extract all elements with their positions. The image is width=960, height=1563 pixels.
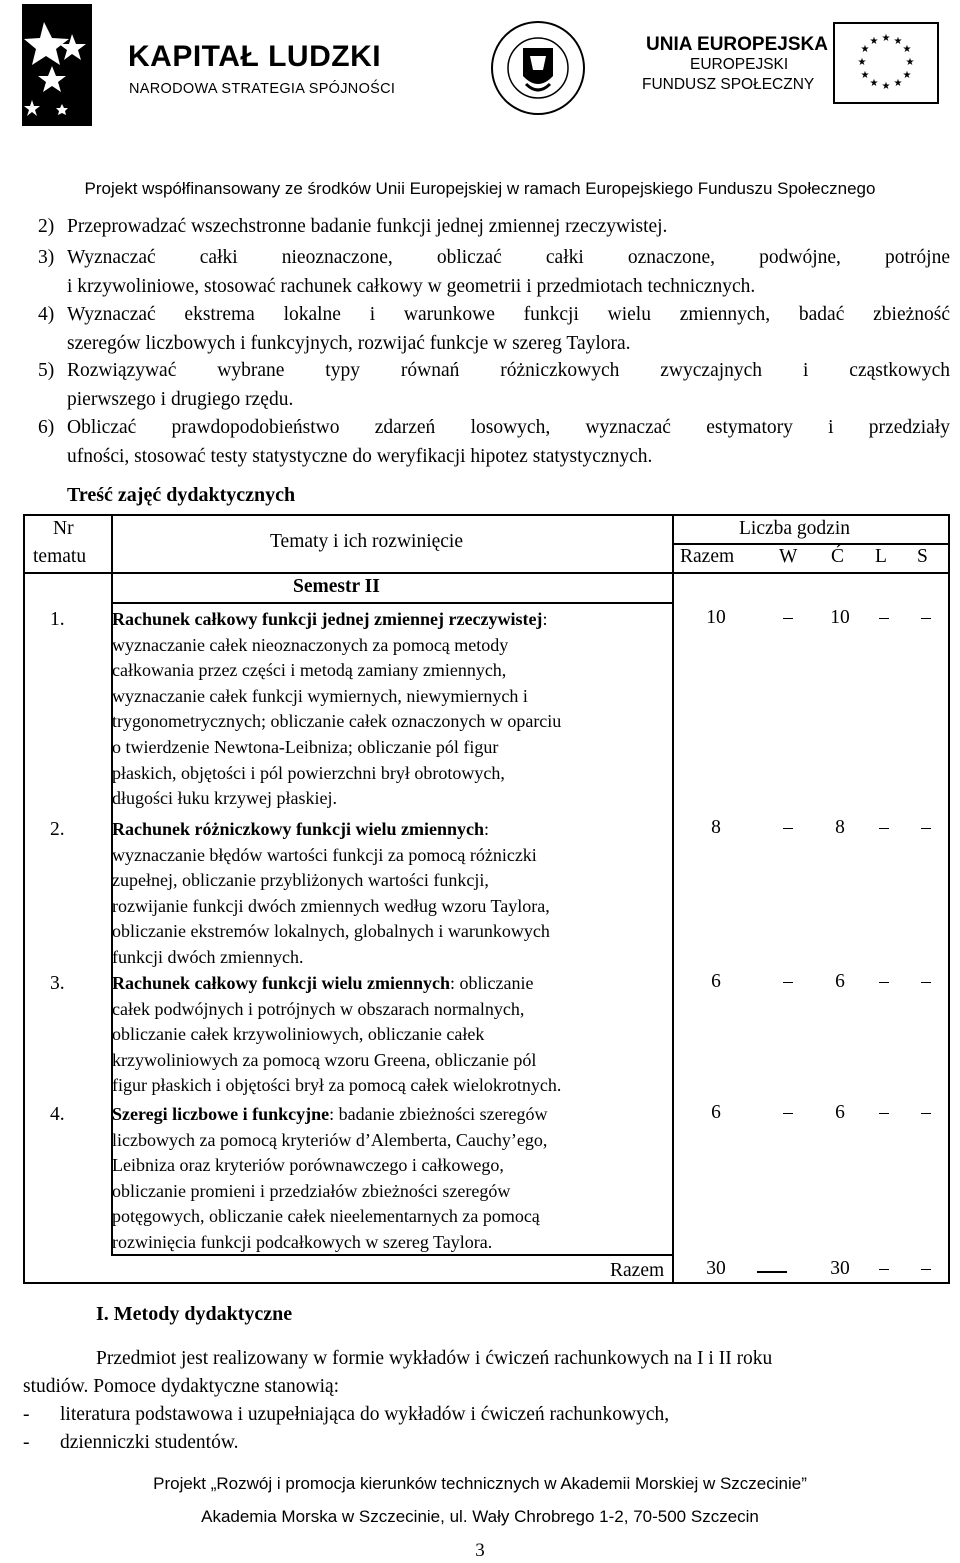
row-w: –	[783, 1102, 793, 1123]
outcome-number: 6)	[38, 417, 55, 438]
outcome-number: 5)	[38, 360, 55, 381]
eu-flag-logo	[833, 22, 939, 104]
topic-line: obliczanie ekstremów lokalnych, globalnych i warunkowych	[112, 921, 550, 942]
funding-note: Projekt współfinansowany ze środków Unii Europejskiej w ramach Europejskiego Funduszu Społecznego	[84, 179, 876, 198]
row-razem: 6	[711, 971, 721, 992]
row-nr: 3.	[50, 973, 65, 994]
outcome-line: Obliczać prawdopodobieństwo zdarzeń losowych, wyznaczać estymatory i przedziały	[67, 417, 950, 438]
row-l: –	[879, 817, 889, 838]
col-nr-label: Nr	[53, 518, 74, 539]
table-row-topic	[112, 607, 672, 812]
row-w: –	[783, 607, 793, 628]
svg-text:★: ★	[893, 78, 903, 89]
content-heading: Treść zajęć dydaktycznych	[67, 484, 296, 506]
row-l: –	[879, 1102, 889, 1123]
col-hours-label: Liczba godzin	[739, 518, 850, 539]
topic-line: krzywoliniowych za pomocą wzoru Greena, obliczanie pól	[112, 1049, 537, 1070]
topic-line: liczbowych za pomocą kryteriów d’Alemberta, Cauchy’ego,	[112, 1129, 548, 1150]
row-s: –	[921, 971, 931, 992]
kapital-ludzki-subtitle: NARODOWA STRATEGIA SPÓJNOŚCI	[129, 81, 396, 97]
akademia-morska-seal	[488, 18, 588, 118]
row-s: –	[921, 817, 931, 838]
row-l: –	[879, 607, 889, 628]
svg-text:★: ★	[902, 44, 912, 55]
svg-text:★: ★	[860, 44, 870, 55]
row-razem: 10	[706, 607, 726, 628]
col-razem-label: Razem	[680, 546, 735, 567]
topic-line: długości łuku krzywej płaskiej.	[112, 788, 337, 809]
outcome-number: 2)	[38, 216, 55, 237]
topic-line: zupełnej, obliczanie przybliżonych wartości funkcji,	[112, 870, 489, 891]
col-nr-label-2: tematu	[33, 546, 87, 567]
col-l-label: L	[875, 546, 887, 567]
svg-text:★: ★	[857, 57, 867, 68]
topic-line: potęgowych, obliczanie całek nieelementarnych za pomocą	[112, 1206, 540, 1227]
total-s: –	[921, 1258, 931, 1279]
svg-text:★: ★	[860, 70, 870, 81]
topic-line: płaskich, objętości i pól powierzchni brył obrotowych,	[112, 762, 505, 783]
outcome-line: Rozwiązywać wybrane typy równań różniczkowych zwyczajnych i cząstkowych	[67, 360, 950, 381]
topic-line: całek podwójnych i potrójnych w obszarach normalnych,	[112, 998, 525, 1019]
topic-line: trygonometrycznych; obliczanie całek oznaczonych w oparciu	[112, 711, 562, 732]
topic-line: wyznaczanie całek nieoznaczonych za pomocą metody	[112, 634, 509, 655]
topic-title: Rachunek całkowy funkcji jednej zmiennej rzeczywistej	[112, 609, 543, 629]
topic-line: Leibniza oraz kryteriów porównawczego i całkowego,	[112, 1155, 504, 1176]
outcome-number: 3)	[38, 247, 55, 268]
methods-text-line: studiów. Pomoce dydaktyczne stanowią:	[23, 1376, 340, 1397]
col-s-label: S	[917, 546, 928, 567]
row-w: –	[783, 971, 793, 992]
bullet-text: literatura podstawowa i uzupełniająca do wykładów i ćwiczeń rachunkowych,	[60, 1404, 670, 1425]
eu-line1: UNIA EUROPEJSKA	[646, 34, 828, 55]
footer-project: Projekt „Rozwój i promocja kierunków technicznych w Akademii Morskiej w Szczecinie”	[153, 1474, 807, 1493]
svg-text:★: ★	[893, 36, 903, 47]
page-number: 3	[475, 1540, 485, 1561]
outcome-number: 4)	[38, 304, 55, 325]
row-nr: 4.	[50, 1104, 65, 1125]
total-l: –	[879, 1258, 889, 1279]
total-label: Razem	[610, 1260, 665, 1281]
topic-line: o twierdzenie Newtona-Leibniza; obliczanie pól figur	[112, 736, 499, 757]
table-row-topic	[112, 817, 672, 971]
outcome-line: Wyznaczać ekstrema lokalne i warunkowe funkcji wielu zmiennych, badać zbieżność	[67, 304, 950, 325]
topic-line: :	[484, 819, 490, 839]
eu-line2: EUROPEJSKI	[690, 56, 789, 73]
topic-line: : obliczanie	[450, 973, 534, 993]
total-w-dash	[757, 1271, 787, 1273]
topic-title: Rachunek różniczkowy funkcji wielu zmiennych	[112, 819, 485, 839]
row-razem: 6	[711, 1102, 721, 1123]
footer-address: Akademia Morska w Szczecinie, ul. Wały Chrobrego 1-2, 70-500 Szczecin	[201, 1507, 759, 1526]
topic-line: obliczanie całek krzywoliniowych, obliczanie całek	[112, 1024, 485, 1045]
col-w-label: W	[779, 546, 798, 567]
topic-title: Szeregi liczbowe i funkcyjne	[112, 1104, 330, 1124]
outcome-line: szeregów liczbowych i funkcyjnych, rozwijać funkcje w szereg Taylora.	[67, 333, 631, 354]
col-topics-label: Tematy i ich rozwinięcie	[270, 531, 464, 552]
bullet-text: dzienniczki studentów.	[60, 1432, 239, 1453]
svg-text:★: ★	[905, 57, 915, 68]
svg-text:★: ★	[869, 36, 879, 47]
methods-heading: I. Metody dydaktyczne	[96, 1303, 293, 1325]
total-razem: 30	[706, 1258, 726, 1279]
topic-line: wyznaczanie całek funkcji wymiernych, niewymiernych i	[112, 685, 528, 706]
table-row-topic	[112, 971, 672, 1099]
row-s: –	[921, 1102, 931, 1123]
row-c: 6	[835, 971, 845, 992]
row-w: –	[783, 817, 793, 838]
topic-line: rozwinięcia funkcji podcałkowych w szereg Taylora.	[112, 1231, 493, 1252]
semester-label: Semestr II	[293, 576, 380, 597]
total-c: 30	[830, 1258, 850, 1279]
topic-line: figur płaskich i objętości brył za pomocą całek wielokrotnych.	[112, 1075, 562, 1096]
outcome-line: ufności, stosować testy statystyczne do weryfikacji hipotez statystycznych.	[67, 446, 653, 467]
outcome-line: pierwszego i drugiego rzędu.	[67, 389, 294, 410]
topic-line: wyznaczanie błędów wartości funkcji za pomocą różniczki	[112, 844, 537, 865]
table-row-topic	[112, 1102, 672, 1256]
topic-title: Rachunek całkowy funkcji wielu zmiennych	[112, 973, 451, 993]
topic-line: funkcji dwóch zmiennych.	[112, 946, 304, 967]
svg-text:★: ★	[902, 70, 912, 81]
svg-text:★: ★	[881, 33, 891, 44]
topic-line: całkowania przez części i metodą zamiany zmiennych,	[112, 660, 507, 681]
bullet-dash: -	[23, 1432, 30, 1453]
methods-text-line: Przedmiot jest realizowany w formie wykładów i ćwiczeń rachunkowych na I i II roku	[96, 1348, 773, 1369]
row-razem: 8	[711, 817, 721, 838]
outcome-line: Wyznaczać całki nieoznaczone, obliczać całki oznaczone, podwójne, potrójne	[67, 247, 950, 268]
row-nr: 1.	[50, 609, 65, 630]
outcome-line: Przeprowadzać wszechstronne badanie funkcji jednej zmiennej rzeczywistej.	[67, 216, 668, 237]
svg-text:★: ★	[869, 78, 879, 89]
row-c: 10	[830, 607, 850, 628]
svg-text:★: ★	[881, 81, 891, 92]
outcome-line: i krzywoliniowe, stosować rachunek całkowy w geometrii i przedmiotach technicznych.	[67, 276, 756, 297]
topic-line: rozwijanie funkcji dwóch zmiennych według wzoru Taylora,	[112, 895, 550, 916]
topic-line: : badanie zbieżności szeregów	[329, 1104, 548, 1124]
row-c: 6	[835, 1102, 845, 1123]
eu-line3: FUNDUSZ SPOŁECZNY	[642, 76, 815, 93]
kapital-ludzki-logo	[22, 4, 92, 126]
bullet-dash: -	[23, 1404, 30, 1425]
kapital-ludzki-title: KAPITAŁ LUDZKI	[128, 40, 382, 73]
topic-line: :	[542, 609, 548, 629]
row-l: –	[879, 971, 889, 992]
row-c: 8	[835, 817, 845, 838]
row-s: –	[921, 607, 931, 628]
col-c-label: Ć	[831, 546, 845, 567]
row-nr: 2.	[50, 819, 65, 840]
topic-line: obliczanie promieni i przedziałów zbieżności szeregów	[112, 1180, 511, 1201]
